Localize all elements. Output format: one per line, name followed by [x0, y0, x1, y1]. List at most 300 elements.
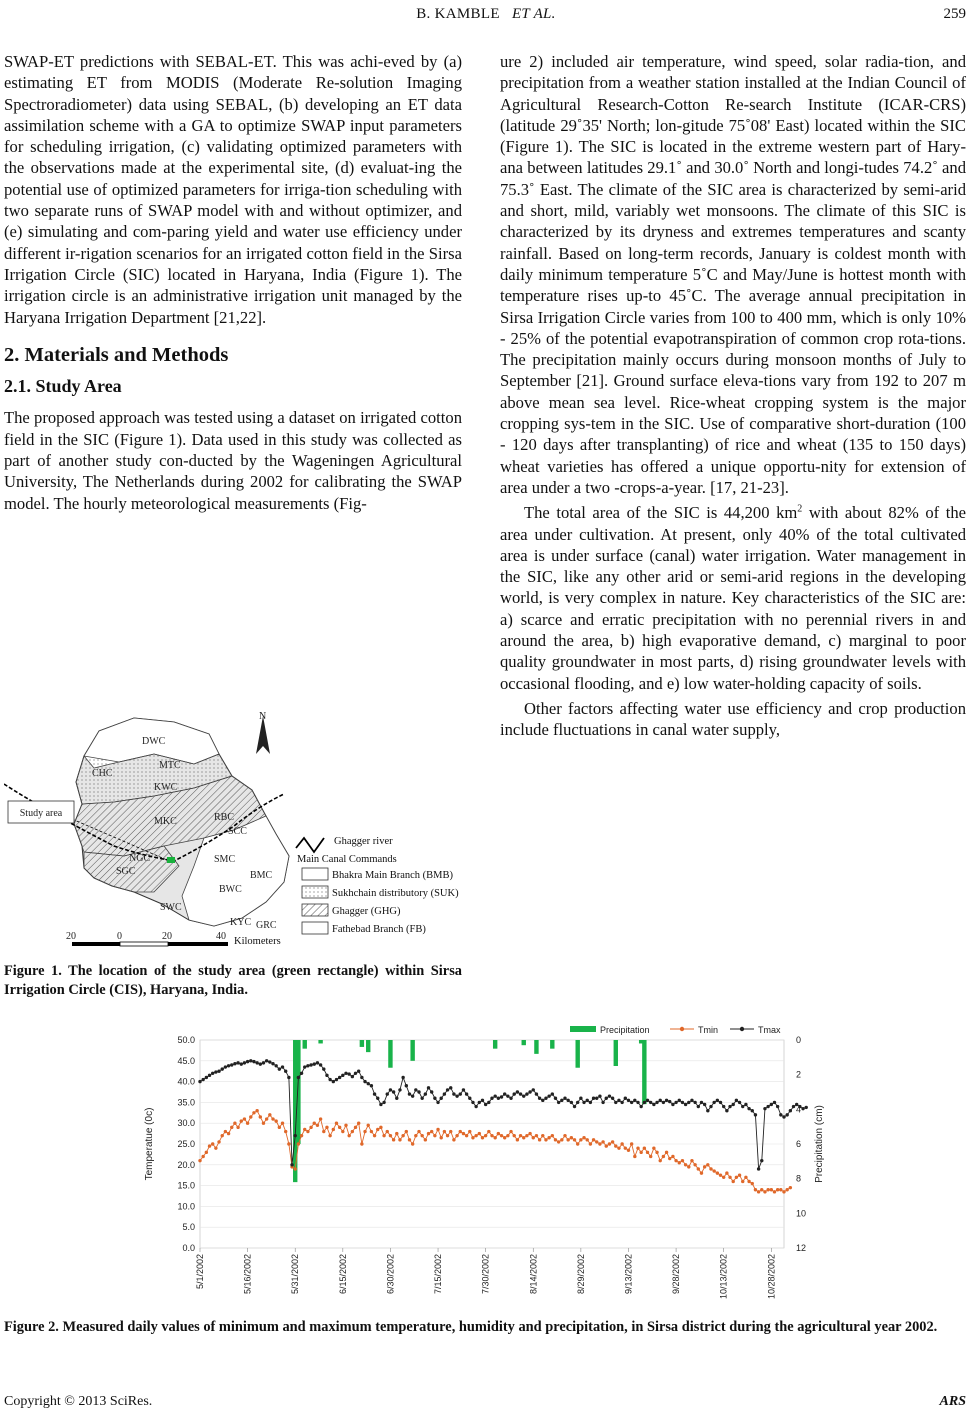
tmax-point [544, 1097, 547, 1100]
tmax-point [424, 1092, 427, 1095]
precip-bar [614, 1040, 618, 1066]
tmax-point [338, 1076, 341, 1079]
tmin-point [513, 1134, 516, 1137]
y2-tick-label: 6 [796, 1139, 802, 1149]
tmin-point [408, 1138, 411, 1141]
tmin-point [627, 1149, 630, 1152]
tmax-point [554, 1097, 557, 1100]
tmax-point [484, 1103, 487, 1106]
tmin-point [401, 1134, 404, 1137]
left-paragraph-1: SWAP-ET predictions with SEBAL-ET. This was achi-eved by (a) estimating ET from MODIS (Moderate Re-solution Imaging Spectroradiometer) data using SEBAL, (b) developing an ET data assimilation scheme with a GA to optimize SWAP input parameters for scheduling irrigation, (c) validating optimized parameters with the observations made at the experimental site, (d) evaluat-ing the potential use of optimized parameters for irriga-tion scheduling with two separate runs of SWAP model with and without optimizer, and (e) simulating and com-paring yield and water use efficiency under different ir-rigation scenarios for an irrigated cotton field in the Sirsa Irrigation Circle (SIC) located in Haryana, India (Figure 1). The irrigation circle is an administrative irrigation unit managed by the Haryana Irrigation Department [21,22]. [4, 52, 462, 327]
tmin-point [474, 1134, 477, 1137]
tmax-point [608, 1094, 611, 1097]
tmin-point [481, 1136, 484, 1139]
tmax-point [624, 1097, 627, 1100]
figure-2-chart [140, 1020, 840, 1302]
legend-label-precipitation: Precipitation [600, 1025, 650, 1035]
tmin-point [217, 1140, 220, 1143]
tmax-point [281, 1065, 284, 1068]
tmax-point [249, 1059, 252, 1062]
tmin-point [395, 1132, 398, 1135]
tmin-point [525, 1134, 528, 1137]
tmin-point [243, 1117, 246, 1120]
tmin-point [776, 1188, 779, 1191]
precip-bar [642, 1040, 646, 1104]
tmin-point [468, 1130, 471, 1133]
tmin-point [205, 1151, 208, 1154]
tmax-point [478, 1101, 481, 1104]
tmin-point [430, 1130, 433, 1133]
tmax-point [417, 1090, 420, 1093]
tmin-point [516, 1138, 519, 1141]
tmin-point [741, 1180, 744, 1183]
tmin-point [227, 1132, 230, 1135]
tmax-point [697, 1105, 700, 1108]
tmax-point [493, 1094, 496, 1097]
tmax-point [643, 1101, 646, 1104]
tmax-point [519, 1092, 522, 1095]
tmax-point [532, 1088, 535, 1091]
tmin-point [655, 1151, 658, 1154]
tmax-point [367, 1082, 370, 1085]
tmax-point [452, 1092, 455, 1095]
tmin-point [617, 1146, 620, 1149]
tmin-point [497, 1132, 500, 1135]
tmax-point [357, 1070, 360, 1073]
tmin-point [601, 1140, 604, 1143]
tmax-point [236, 1061, 239, 1064]
tmin-point [306, 1130, 309, 1133]
tmax-point [738, 1101, 741, 1104]
label-dwc: DWC [142, 736, 166, 747]
tmin-point [722, 1176, 725, 1179]
tmax-point [363, 1080, 366, 1083]
tmax-point [719, 1101, 722, 1104]
tmax-point [316, 1061, 319, 1064]
tmax-point [801, 1107, 804, 1110]
precip-bar [522, 1040, 526, 1045]
tmin-point [633, 1155, 636, 1158]
label-sgc: SGC [116, 866, 136, 877]
tmax-point [211, 1072, 214, 1075]
tmin-point [706, 1163, 709, 1166]
tmin-point [297, 1142, 300, 1145]
legend-label-bmb: Bhakra Main Branch (BMB) [332, 870, 454, 881]
tmin-point [528, 1132, 531, 1135]
x-tick-label: 7/15/2002 [433, 1254, 444, 1295]
tmax-point [344, 1072, 347, 1075]
tmax-point [500, 1095, 503, 1098]
tmax-point [230, 1063, 233, 1066]
tmax-point [649, 1101, 652, 1104]
tmin-point [332, 1128, 335, 1131]
tmin-point [300, 1134, 303, 1137]
tmin-point [443, 1130, 446, 1133]
tmin-point [398, 1138, 401, 1141]
y2-tick-label: 8 [796, 1173, 802, 1184]
tmax-point [557, 1101, 560, 1104]
tmin-point [643, 1146, 646, 1149]
tmin-point [455, 1134, 458, 1137]
y-axis-title: Temperatue (0c) [144, 1107, 155, 1181]
tmin-point [351, 1130, 354, 1133]
tmin-point [649, 1155, 652, 1158]
tmax-point [427, 1086, 430, 1089]
running-header [0, 6, 972, 23]
tmin-point [725, 1171, 728, 1174]
y-tick-label: 5.0 [182, 1222, 195, 1233]
tmin-point [709, 1167, 712, 1170]
tmax-point [401, 1076, 404, 1079]
tmin-point [360, 1142, 363, 1145]
tmin-point [354, 1126, 357, 1129]
tmin-point [595, 1140, 598, 1143]
tmin-point [503, 1136, 506, 1139]
tmax-point [313, 1062, 316, 1065]
section-heading: 2. Materials and Methods [4, 343, 229, 366]
tmin-point [614, 1144, 617, 1147]
tmin-point [563, 1134, 566, 1137]
tmin-point [417, 1130, 420, 1133]
x-tick-label: 8/14/2002 [528, 1254, 539, 1295]
tmax-point [322, 1067, 325, 1070]
tmax-point [370, 1084, 373, 1087]
tmax-point [528, 1090, 531, 1093]
tmax-point [227, 1064, 230, 1067]
tmin-point [233, 1122, 236, 1125]
tmin-point [420, 1134, 423, 1137]
tmax-point [240, 1062, 243, 1065]
x-tick-label: 6/15/2002 [337, 1254, 348, 1295]
label-mkc: MKC [154, 816, 177, 827]
tmin-point [573, 1138, 576, 1141]
tmin-point [433, 1134, 436, 1137]
tmax-point [747, 1107, 750, 1110]
tmax-point [306, 1064, 309, 1067]
tmax-point [246, 1060, 249, 1063]
tmax-point [389, 1088, 392, 1091]
tmin-point [589, 1142, 592, 1145]
tmax-point [712, 1101, 715, 1104]
tmax-point [763, 1107, 766, 1110]
tmin-point [230, 1126, 233, 1129]
label-rbc: RBC [214, 812, 235, 823]
tmin-point [611, 1140, 614, 1143]
label-chc: CHC [92, 768, 113, 779]
label-swc: SWC [160, 902, 182, 913]
legend-title: Main Canal Commands [297, 854, 397, 865]
tmin-point [268, 1113, 271, 1116]
tmax-point [659, 1099, 662, 1102]
right-paragraph-3: Other factors affecting water use efficiency and crop production include fluctuations in canal water supply, [500, 698, 966, 740]
figure-1-map [4, 706, 462, 950]
tmax-point [335, 1078, 338, 1081]
tmax-point [681, 1101, 684, 1104]
tmin-point [538, 1138, 541, 1141]
tmin-point [554, 1138, 557, 1141]
tmax-point [325, 1074, 328, 1077]
tmax-point [440, 1097, 443, 1100]
tmax-point [576, 1101, 579, 1104]
tmax-point [382, 1101, 385, 1104]
tmin-point [490, 1134, 493, 1137]
tmax-point [379, 1103, 382, 1106]
tmin-point [221, 1134, 224, 1137]
tmax-point [551, 1092, 554, 1095]
tmax-point [792, 1105, 795, 1108]
tmax-point [630, 1101, 633, 1104]
tmax-point [582, 1101, 585, 1104]
tmin-point [678, 1161, 681, 1164]
tmax-point [636, 1101, 639, 1104]
tmin-point [576, 1142, 579, 1145]
tmin-point [341, 1130, 344, 1133]
tmax-point [779, 1113, 782, 1116]
tmax-point [776, 1105, 779, 1108]
label-kwc: KWC [154, 782, 178, 793]
tmax-point [560, 1099, 563, 1102]
tmax-point [217, 1070, 220, 1073]
tmax-point [420, 1097, 423, 1100]
tmin-point [471, 1136, 474, 1139]
tmin-point [747, 1180, 750, 1183]
tmin-point [201, 1155, 204, 1158]
tmax-point [620, 1101, 623, 1104]
figure-1-caption: Figure 1. The location of the study area (green rectangle) within Sirsa Irrigation Circle (CIS), Haryana, India. [4, 963, 462, 998]
tmin-point [411, 1142, 414, 1145]
tmin-point [751, 1182, 754, 1185]
tmin-point [487, 1130, 490, 1133]
tmax-point [455, 1094, 458, 1097]
tmax-point [408, 1092, 411, 1095]
y-tick-label: 0.0 [182, 1243, 195, 1253]
tmax-point [255, 1061, 258, 1064]
tmax-point [294, 1134, 297, 1137]
tmin-point [303, 1128, 306, 1131]
tmin-point [459, 1130, 462, 1133]
tmax-point [655, 1101, 658, 1104]
tmin-point [744, 1176, 747, 1179]
right-column [500, 51, 966, 741]
tmin-point [738, 1174, 741, 1177]
tmin-point [674, 1159, 677, 1162]
tmin-point [246, 1122, 249, 1125]
tmin-point [249, 1115, 252, 1118]
scale-unit: Kilometers [234, 936, 281, 947]
tmax-point [522, 1094, 525, 1097]
tmax-point [376, 1097, 379, 1100]
legend-label-suk: Sukhchain distributory (SUK) [332, 888, 459, 899]
tmax-point [611, 1097, 614, 1100]
precip-bar [575, 1040, 579, 1068]
tmin-point [322, 1130, 325, 1133]
legend-marker-tmin [680, 1027, 684, 1031]
para2-text-b: with about 82% of the area under cultivation. At present, only 40% of the total cultivated area is under surface (canal) water irrigation. Water management in the SIC, like any other arid or semi-arid regions in the developing world, is very complex in nature. Key characteristics of the SIC are: a) scarce and erratic precipitation with no perennial rivers in and around the area, b) high evaporative demand, c) marginal to poor quality groundwater in most parts, d) rising groundwater levels with occasional flooding, and e) low water-holding capacity of soils. [500, 503, 966, 693]
tmax-point [214, 1070, 217, 1073]
scale-label-20-right: 20 [162, 931, 172, 942]
legend-swatch-fb [302, 922, 328, 934]
x-tick-label: 10/28/2002 [766, 1254, 777, 1300]
tmax-point [252, 1060, 255, 1063]
tmin-point [278, 1126, 281, 1129]
label-grc: GRC [256, 920, 277, 931]
tmin-point [662, 1155, 665, 1158]
tmin-point [547, 1136, 550, 1139]
tmin-point [462, 1132, 465, 1135]
tmin-point [687, 1165, 690, 1168]
tmax-point [741, 1105, 744, 1108]
journal-footer: ARS [939, 1394, 966, 1409]
tmin-point [449, 1130, 452, 1133]
tmax-point [351, 1075, 354, 1078]
tmax-point [751, 1109, 754, 1112]
tmax-point [341, 1074, 344, 1077]
tmin-point [294, 1167, 297, 1170]
tmax-point [386, 1092, 389, 1095]
tmin-point [427, 1132, 430, 1135]
tmin-point [208, 1144, 211, 1147]
tmin-point [719, 1174, 722, 1177]
header-et-al: ET AL. [511, 6, 556, 22]
tmax-point [516, 1090, 519, 1093]
tmin-point [763, 1190, 766, 1193]
tmax-point [474, 1105, 477, 1108]
y-tick-label: 30.0 [177, 1118, 195, 1129]
tmax-point [789, 1109, 792, 1112]
tmin-point [386, 1130, 389, 1133]
tmin-point [309, 1126, 312, 1129]
tmax-point [303, 1065, 306, 1068]
tmin-point [363, 1130, 366, 1133]
tmin-point [509, 1130, 512, 1133]
tmin-point [646, 1151, 649, 1154]
precip-bar [550, 1040, 554, 1049]
tmax-point [497, 1097, 500, 1100]
tmax-point [468, 1097, 471, 1100]
tmax-point [268, 1060, 271, 1063]
tmin-point [586, 1138, 589, 1141]
tmax-point [436, 1101, 439, 1104]
tmin-point [608, 1142, 611, 1145]
tmax-point [481, 1099, 484, 1102]
tmin-point [703, 1165, 706, 1168]
tmax-point [405, 1084, 408, 1087]
tmax-point [398, 1088, 401, 1091]
legend-swatch-ghg [302, 904, 328, 916]
tmin-point [338, 1126, 341, 1129]
tmin-point [252, 1111, 255, 1114]
tmin-point [544, 1138, 547, 1141]
tmax-point [309, 1063, 312, 1066]
tmin-point [325, 1126, 328, 1129]
tmin-point [582, 1136, 585, 1139]
legend-marker-tmax [740, 1027, 744, 1031]
tmin-point [316, 1124, 319, 1127]
tmax-point [744, 1103, 747, 1106]
x-tick-label: 6/30/2002 [385, 1254, 396, 1295]
subsection-heading: 2.1. Study Area [4, 376, 122, 397]
x-tick-label: 9/28/2002 [671, 1254, 682, 1295]
y-tick-label: 20.0 [177, 1159, 195, 1170]
legend-label-ghg: Ghagger (GHG) [332, 906, 401, 917]
tmax-point [471, 1101, 474, 1104]
right-paragraph-2 [500, 502, 966, 694]
tmax-point [725, 1109, 728, 1112]
tmax-point [503, 1092, 506, 1095]
tmin-point [735, 1176, 738, 1179]
tmin-point [671, 1155, 674, 1158]
tmax-point [684, 1103, 687, 1106]
tmax-point [671, 1103, 674, 1106]
tmin-point [659, 1159, 662, 1162]
x-tick-label: 7/30/2002 [480, 1254, 491, 1295]
tmax-point [706, 1109, 709, 1112]
tmin-point [789, 1186, 792, 1189]
tmin-point [211, 1142, 214, 1145]
left-column [4, 51, 462, 514]
tmin-point [624, 1146, 627, 1149]
y2-tick-label: 12 [796, 1243, 807, 1253]
label-kyc: KYC [230, 917, 252, 928]
x-tick-label: 5/1/2002 [195, 1254, 205, 1290]
para2-superscript: 2 [797, 503, 803, 515]
tmin-point [732, 1180, 735, 1183]
tmax-point [525, 1092, 528, 1095]
tmin-point [436, 1128, 439, 1131]
tmax-point [722, 1105, 725, 1108]
tmin-point [500, 1134, 503, 1137]
tmax-point [373, 1092, 376, 1095]
tmin-point [236, 1126, 239, 1129]
para2-text-a: The total area of the SIC is 44,200 km [524, 503, 798, 523]
tmin-point [757, 1190, 760, 1193]
tmin-point [281, 1122, 284, 1125]
tmin-point [224, 1130, 227, 1133]
tmin-point [773, 1190, 776, 1193]
tmax-point [297, 1076, 300, 1079]
precip-bar [493, 1040, 497, 1049]
tmax-point [570, 1101, 573, 1104]
tmax-point [274, 1064, 277, 1067]
tmax-point [490, 1097, 493, 1100]
y-tick-label: 35.0 [177, 1097, 195, 1108]
scale-label-0: 0 [117, 931, 122, 942]
tmin-point [522, 1136, 525, 1139]
tmin-point [570, 1136, 573, 1139]
tmin-point [357, 1122, 360, 1125]
tmin-point [728, 1176, 731, 1179]
tmax-point [446, 1088, 449, 1091]
tmax-point [278, 1067, 281, 1070]
tmin-point [370, 1130, 373, 1133]
tmax-point [760, 1159, 763, 1162]
tmin-point [519, 1134, 522, 1137]
tmax-point [687, 1101, 690, 1104]
tmin-point [785, 1188, 788, 1191]
tmax-point [538, 1097, 541, 1100]
tmin-point [665, 1151, 668, 1154]
tmax-point [319, 1063, 322, 1066]
tmin-point [478, 1132, 481, 1135]
tmax-point [586, 1099, 589, 1102]
tmax-point [668, 1100, 671, 1103]
y-tick-label: 25.0 [177, 1139, 195, 1149]
precip-bar [366, 1040, 370, 1052]
label-bwc: BWC [219, 884, 242, 895]
tmin-point [382, 1134, 385, 1137]
tmax-point [782, 1115, 785, 1118]
tmin-point [551, 1134, 554, 1137]
